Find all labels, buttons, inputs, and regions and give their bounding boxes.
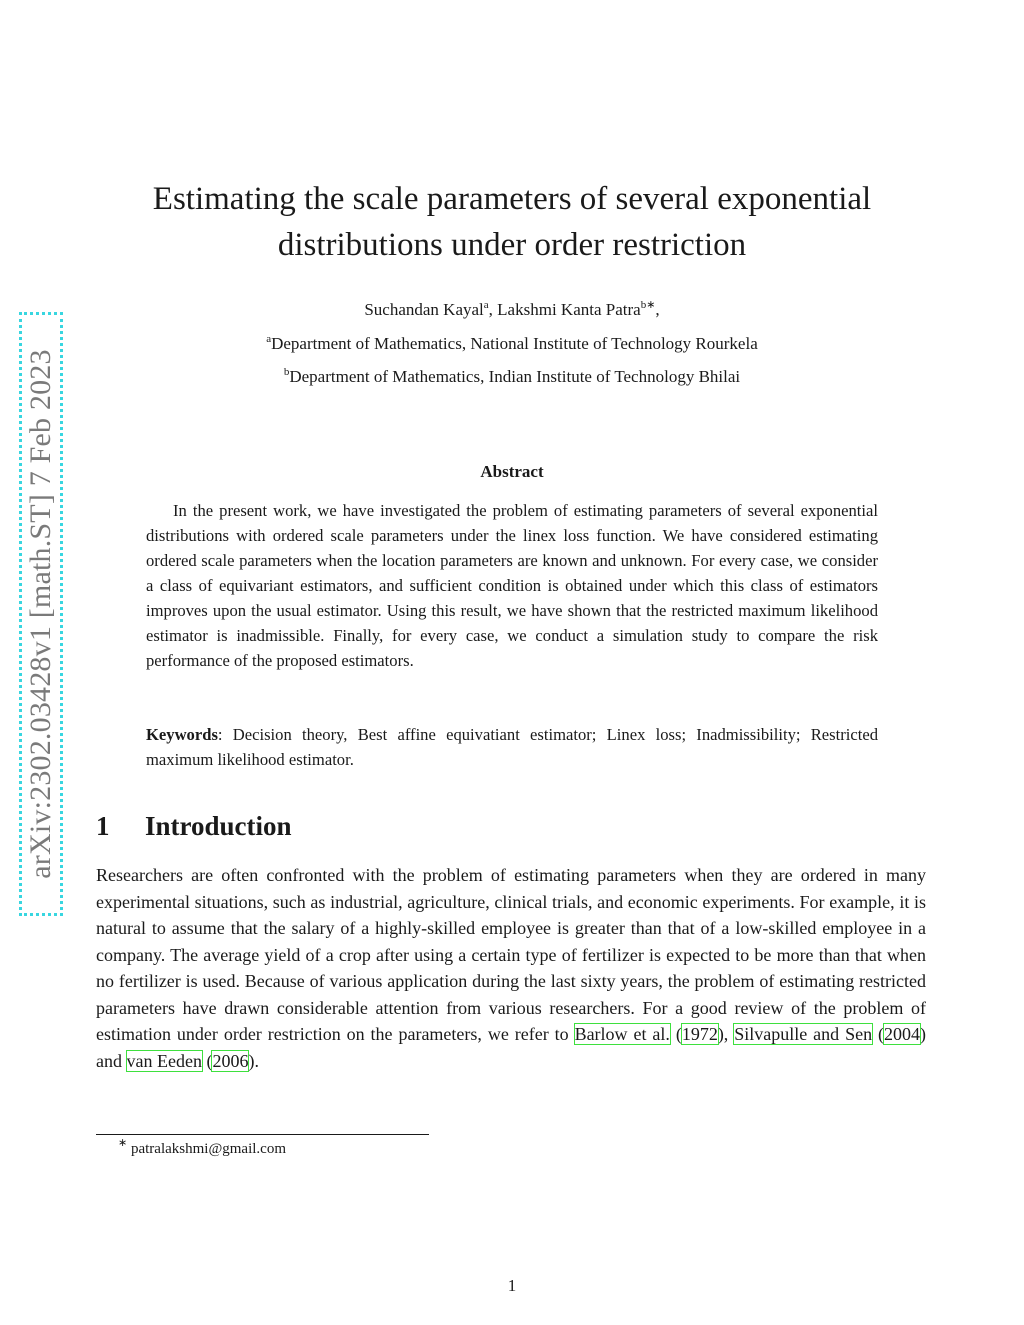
- section-title: Introduction: [145, 811, 292, 841]
- abstract-heading: Abstract: [480, 462, 544, 481]
- keywords-text: : Decision theory, Best affine equivatiant estimator; Linex loss; Inadmissibility; Restricted maximum likelihood estimator.: [146, 725, 878, 769]
- footnote: [118, 1139, 286, 1159]
- keywords-label: Keywords: [146, 725, 218, 744]
- citation-link[interactable]: Silvapulle and Sen: [734, 1024, 873, 1044]
- citation-link[interactable]: van Eeden: [126, 1050, 202, 1071]
- keywords: [146, 722, 878, 772]
- intro-text: Researchers are often confronted with the problem of estimating parameters when they are ordered in many experimental situations, such as industrial, agriculture, clinical trials, and economic experiments. For example, it is natural to assume that the salary of a highly-skilled employee is greater than that of a low-skilled employee in a company. The average yield of a crop after using a certain type of fertilizer is expected to be more than that when no fertilizer is used. Because of various application during the last sixty years, the problem of estimating restricted parameters have drawn considerable attention from various researchers. For a good review of the problem of estimation under order restriction on the parameters, we refer to: [96, 865, 926, 1044]
- affiliation-text: Department of Mathematics, National Institute of Technology Rourkela: [271, 334, 758, 353]
- author-name: Lakshmi Kanta Patra: [497, 300, 641, 319]
- affiliation-mark: b∗: [640, 299, 656, 311]
- footnote-email: patralakshmi@gmail.com: [130, 1141, 286, 1157]
- title-line-1: Estimating the scale parameters of several exponential: [152, 181, 872, 217]
- paper-title: [120, 176, 904, 268]
- affiliation-text: Department of Mathematics, Indian Institute of Technology Bhilai: [289, 367, 741, 386]
- citation-year-link[interactable]: 2006: [212, 1050, 249, 1071]
- intro-text: ).: [248, 1050, 259, 1071]
- citation-link[interactable]: Barlow et al.: [574, 1024, 670, 1044]
- arxiv-identifier: arXiv:2302.03428v1 [math.ST] 7 Feb 2023: [24, 349, 57, 879]
- author-list: [120, 298, 904, 322]
- footnote-divider: [96, 1134, 429, 1135]
- citation-year-link[interactable]: 1972: [681, 1024, 718, 1044]
- affiliation-b: [120, 365, 904, 389]
- intro-text: ) and: [96, 1024, 927, 1071]
- author-trailing-comma: ,: [655, 300, 660, 319]
- page-number: 1: [507, 1276, 517, 1295]
- affiliation-mark: a: [266, 333, 272, 345]
- arxiv-stamp: [19, 312, 63, 916]
- footnote-mark: ∗: [118, 1137, 128, 1149]
- author-separator: ,: [488, 300, 498, 319]
- affiliation-mark: b: [283, 366, 290, 378]
- intro-text: ),: [717, 1024, 729, 1044]
- affiliation-a: [120, 332, 904, 356]
- corresponding-author-mark: ∗: [646, 299, 656, 311]
- title-line-2: distributions under order restriction: [277, 227, 747, 263]
- section-number: 1: [96, 811, 110, 841]
- section-heading: [96, 808, 292, 844]
- abstract-body: In the present work, we have investigated the problem of estimating parameters of several exponential distributions with ordered scale parameters under the linex loss function. We have considered estimating ordered scale parameters when the location parameters are known and unknown. For every case, we consider a class of equivariant estimators, and sufficient condition is obtained under which this class of estimators improves upon the usual estimator. Using this result, we have shown that the restricted maximum likelihood estimator is inadmissible. Finally, for every case, we conduct a simulation study to compare the risk performance of the proposed estimators.: [146, 501, 878, 670]
- citation-year-link[interactable]: 2004: [884, 1024, 921, 1044]
- author-name: Suchandan Kayal: [364, 300, 484, 319]
- affiliation-mark: a: [483, 299, 489, 311]
- introduction-paragraph: Researchers are often confronted with the problem of estimating parameters when they are ordered in many experimental situations, such as industrial, agriculture, clinical trials, and economic experiments. For example, it is natural to assume that the salary of a highly-skilled employee is greater than that of a low-skilled employee in a company. The average yield of a crop after using a certain type of fertilizer is expected to be more than that when no fertilizer is used. Because of various application during the last sixty years, the problem of estimating restricted parameters have drawn considerable attention from various researchers. For a good review of the problem of estimation under order restriction on the parameters, we refer to Barlow et al. (1972), Silvapulle and Sen (2004) and van Eeden (2006).: [96, 865, 927, 1071]
